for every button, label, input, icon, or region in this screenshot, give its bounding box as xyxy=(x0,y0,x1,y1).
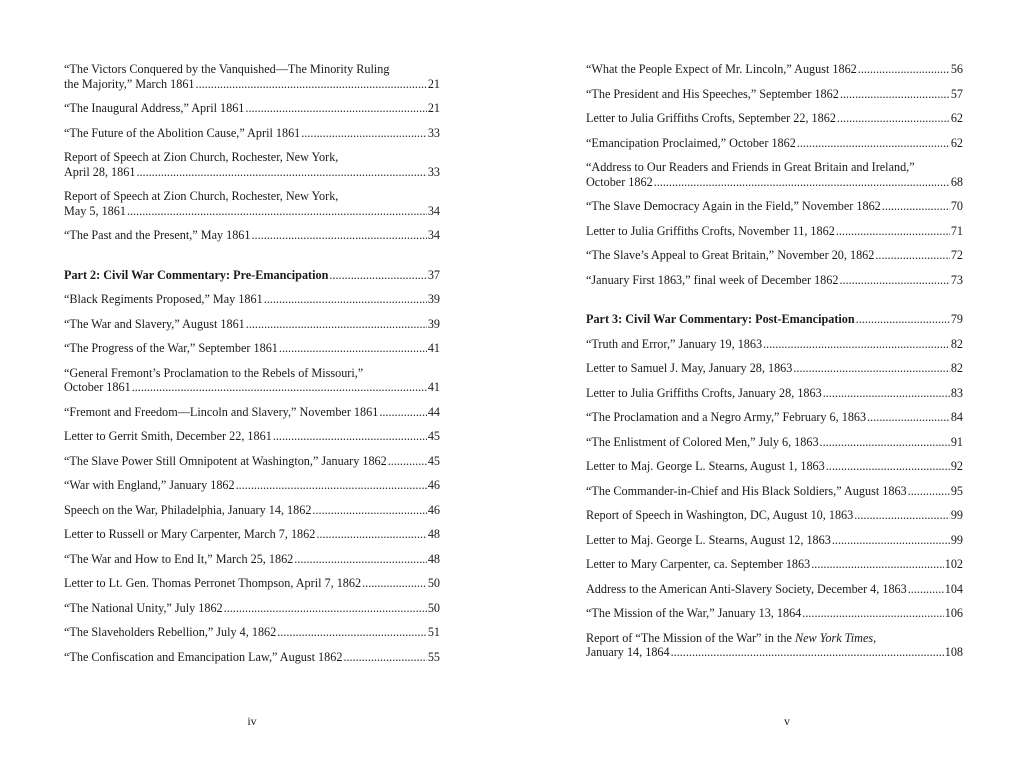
right-page xyxy=(512,0,1024,768)
toc-entry-line xyxy=(64,292,440,307)
toc-entry-title: “The Inaugural Address,” April 1861 xyxy=(64,101,245,115)
toc-entry-title: Letter to Maj. George L. Stearns, August 1, 1863 xyxy=(586,459,825,473)
toc-entry xyxy=(64,576,440,591)
toc-entry-text: Report of Speech at Zion Church, Rochester, New York, xyxy=(64,189,339,203)
dot-leader xyxy=(224,601,427,616)
toc-page-number: 73 xyxy=(950,272,963,287)
toc-entry-line xyxy=(64,228,440,243)
dot-leader xyxy=(671,645,944,660)
toc-entry-line xyxy=(64,454,440,469)
dot-leader xyxy=(858,62,950,77)
toc-page-number: 91 xyxy=(950,434,963,449)
toc-entry-line xyxy=(586,459,963,474)
toc-entry xyxy=(586,410,963,425)
toc-entry xyxy=(64,527,440,542)
toc-entry xyxy=(64,189,440,218)
toc-entry xyxy=(586,361,963,376)
dot-leader xyxy=(316,527,426,542)
toc-entry xyxy=(64,405,440,420)
toc-entry xyxy=(586,87,963,102)
dot-leader xyxy=(362,576,427,591)
toc-entry-title: Part 2: Civil War Commentary: Pre-Emancipation xyxy=(64,267,329,282)
toc-entry-title: “The President and His Speeches,” September 1862 xyxy=(586,86,839,101)
toc-entry-line xyxy=(586,62,963,77)
toc-entry-line xyxy=(586,386,963,401)
toc-entry-line xyxy=(64,478,440,493)
page-number-right: v xyxy=(784,714,790,728)
toc-page-number: 44 xyxy=(427,404,440,419)
toc-entry-line xyxy=(64,380,440,395)
toc-page-number: 50 xyxy=(427,576,440,590)
toc-entry-title: April 28, 1861 xyxy=(64,164,136,179)
toc-entry-line xyxy=(64,552,440,567)
toc-entry-title: May 5, 1861 xyxy=(64,203,126,218)
toc-entry-title: Letter to Maj. George L. Stearns, August 12, 1863 xyxy=(586,532,831,547)
dot-leader xyxy=(811,557,944,572)
toc-entry-title: Letter to Russell or Mary Carpenter, March 7, 1862 xyxy=(64,527,316,541)
toc-entry-line xyxy=(64,317,440,332)
toc-entry-line xyxy=(64,625,440,640)
toc-page-number: 71 xyxy=(950,223,963,238)
toc-page-number: 62 xyxy=(950,111,963,125)
toc-entry-text: Report of “The Mission of the War” in the xyxy=(586,630,795,645)
toc-entry-title: Part 3: Civil War Commentary: Post-Emancipation xyxy=(586,312,855,326)
toc-entry-title: “The Slave Power Still Omnipotent at Washington,” January 1862 xyxy=(64,453,387,468)
toc-entry-line xyxy=(64,77,440,92)
toc-entry-line xyxy=(64,268,440,283)
toc-entry xyxy=(64,292,440,307)
dot-leader xyxy=(793,361,949,376)
toc-entry-line xyxy=(64,189,440,204)
toc-entry-line xyxy=(586,199,963,214)
toc-entry-line xyxy=(586,361,963,376)
dot-leader xyxy=(823,386,950,401)
toc-entry xyxy=(586,533,963,548)
toc-entry-title: October 1861 xyxy=(64,380,131,394)
toc-entry xyxy=(586,508,963,523)
toc-entry xyxy=(586,224,963,239)
toc-entry xyxy=(64,625,440,640)
toc-entry xyxy=(64,478,440,493)
dot-leader xyxy=(867,410,950,425)
toc-page-number: 79 xyxy=(950,312,963,326)
dot-leader xyxy=(236,478,427,493)
toc-page-number: 84 xyxy=(950,410,963,424)
toc-entry-title: “The Progress of the War,” September 1861 xyxy=(64,341,278,355)
toc-entry-line xyxy=(586,111,963,126)
dot-leader xyxy=(836,224,950,239)
toc-entry-line xyxy=(586,87,963,102)
toc-entry-line xyxy=(586,160,963,175)
toc-entry-line xyxy=(586,175,963,190)
dot-leader xyxy=(388,454,427,469)
toc-entry-title: Letter to Lt. Gen. Thomas Perronet Thompson, April 7, 1862 xyxy=(64,576,362,590)
toc-page-number: 48 xyxy=(427,527,440,541)
toc-entry-line xyxy=(586,435,963,450)
toc-page-number: 72 xyxy=(950,248,963,262)
toc-entry-title: “Fremont and Freedom—Lincoln and Slavery,” November 1861 xyxy=(64,404,379,419)
dot-leader xyxy=(826,459,950,474)
toc-entry xyxy=(64,101,440,116)
dot-leader xyxy=(856,312,950,327)
toc-page-number: 57 xyxy=(950,86,963,101)
toc-part-heading xyxy=(586,312,963,327)
toc-page-number: 41 xyxy=(427,380,440,394)
toc-entry-line xyxy=(586,508,963,523)
toc-page-number: 108 xyxy=(944,645,963,659)
toc-entry xyxy=(586,606,963,621)
toc-entry-title: “The Mission of the War,” January 13, 1864 xyxy=(586,606,802,620)
dot-leader xyxy=(802,606,943,621)
toc-entry-title: Letter to Mary Carpenter, ca. September 1863 xyxy=(586,557,811,571)
toc-page-number: 41 xyxy=(427,341,440,355)
dot-leader xyxy=(832,533,950,548)
toc-entry xyxy=(586,459,963,474)
toc-entry-title: “The War and Slavery,” August 1861 xyxy=(64,316,245,331)
toc-entry-line xyxy=(64,527,440,542)
toc-entry xyxy=(64,601,440,616)
toc-page-number: 83 xyxy=(950,385,963,400)
toc-page-number: 45 xyxy=(427,429,440,443)
toc-page-number: 21 xyxy=(427,101,440,115)
toc-entry-title: October 1862 xyxy=(586,174,653,189)
toc-entry-title: January 14, 1864 xyxy=(586,645,670,659)
toc-page-number: 62 xyxy=(950,135,963,150)
toc-entry-text: “Address to Our Readers and Friends in Great Britain and Ireland,” xyxy=(586,160,915,174)
toc-page-number: 70 xyxy=(950,199,963,213)
toc-page-number: 55 xyxy=(427,649,440,664)
toc-page-number: 34 xyxy=(427,203,440,218)
dot-leader xyxy=(654,175,950,190)
dot-leader xyxy=(379,405,427,420)
toc-entry-italic-title: New York Times, xyxy=(794,630,877,645)
toc-entry-title: “War with England,” January 1862 xyxy=(64,478,235,492)
toc-entry xyxy=(586,386,963,401)
dot-leader xyxy=(839,273,949,288)
toc-entry-title: Letter to Julia Griffiths Crofts, September 22, 1862 xyxy=(586,111,836,125)
toc-page-number: 106 xyxy=(944,606,963,620)
toc-entry-line xyxy=(64,165,440,180)
toc-page-number: 99 xyxy=(950,532,963,547)
dot-leader xyxy=(854,508,950,523)
toc-entry xyxy=(586,435,963,450)
toc-page-number: 39 xyxy=(427,292,440,306)
toc-entry xyxy=(64,650,440,665)
toc-entry xyxy=(64,366,440,395)
toc-page-number: 82 xyxy=(950,361,963,375)
toc-entry-title: “The Past and the Present,” May 1861 xyxy=(64,228,251,242)
toc-entry-title: “The Future of the Abolition Cause,” April 1861 xyxy=(64,125,301,140)
toc-entry-line xyxy=(586,582,963,597)
toc-page-number: 82 xyxy=(950,336,963,351)
toc-entry-title: “What the People Expect of Mr. Lincoln,” August 1862 xyxy=(586,62,857,76)
toc-entry-line xyxy=(586,248,963,263)
toc-entry xyxy=(64,62,440,91)
toc-entry-line xyxy=(64,341,440,356)
toc-entry xyxy=(64,228,440,243)
dot-leader xyxy=(136,165,426,180)
dot-leader xyxy=(908,484,950,499)
dot-leader xyxy=(820,435,950,450)
toc-entry-title: Letter to Julia Griffiths Crofts, November 11, 1862 xyxy=(586,223,835,238)
toc-page-number: 95 xyxy=(950,483,963,498)
dot-leader xyxy=(132,380,427,395)
toc-page-number: 56 xyxy=(950,62,963,76)
toc-entry-line xyxy=(64,366,440,381)
toc-entry xyxy=(586,337,963,352)
toc-entry-line xyxy=(64,204,440,219)
dot-leader xyxy=(273,429,427,444)
dot-leader xyxy=(797,136,950,151)
toc-entry-text: “The Victors Conquered by the Vanquished—The Minority Ruling xyxy=(64,62,390,76)
dot-leader xyxy=(252,228,427,243)
toc-page-number: 104 xyxy=(944,581,963,596)
toc-page-number: 39 xyxy=(427,316,440,331)
toc-entry xyxy=(64,429,440,444)
toc-entry-line xyxy=(64,126,440,141)
toc-entry-line xyxy=(64,101,440,116)
toc-entry xyxy=(586,557,963,572)
toc-page-number: 21 xyxy=(427,76,440,91)
toc-page-number: 37 xyxy=(427,267,440,282)
toc-page-number: 99 xyxy=(950,508,963,522)
table-of-contents-left xyxy=(64,62,440,674)
toc-page-number: 50 xyxy=(427,600,440,615)
dot-leader xyxy=(312,503,426,518)
toc-entry-line xyxy=(586,533,963,548)
toc-entry-title: Speech on the War, Philadelphia, January 14, 1862 xyxy=(64,502,312,517)
toc-entry-line xyxy=(586,312,963,327)
toc-entry xyxy=(586,62,963,77)
toc-entry xyxy=(64,552,440,567)
dot-leader xyxy=(127,204,427,219)
toc-page-number: 51 xyxy=(427,625,440,639)
toc-entry-title: “Black Regiments Proposed,” May 1861 xyxy=(64,292,263,306)
dot-leader xyxy=(329,268,426,283)
toc-page-number: 33 xyxy=(427,164,440,179)
toc-page-number: 48 xyxy=(427,551,440,566)
toc-entry-title: “The Commander-in-Chief and His Black Soldiers,” August 1863 xyxy=(586,483,907,498)
toc-entry-line xyxy=(64,650,440,665)
toc-entry xyxy=(586,111,963,126)
toc-entry-title: Letter to Gerrit Smith, December 22, 1861 xyxy=(64,429,272,443)
toc-entry xyxy=(64,126,440,141)
toc-entry xyxy=(586,199,963,214)
toc-entry xyxy=(64,454,440,469)
toc-entry-title: “The Enlistment of Colored Men,” July 6, 1863 xyxy=(586,434,819,449)
toc-page-number: 46 xyxy=(427,478,440,492)
dot-leader xyxy=(882,199,950,214)
toc-entry-line xyxy=(586,631,963,646)
toc-entry-line xyxy=(64,429,440,444)
toc-page-number: 68 xyxy=(950,174,963,189)
dot-leader xyxy=(277,625,427,640)
toc-entry xyxy=(586,248,963,263)
dot-leader xyxy=(908,582,944,597)
toc-entry xyxy=(64,150,440,179)
toc-entry-title: “The Confiscation and Emancipation Law,” August 1862 xyxy=(64,649,343,664)
toc-entry-title: “The Slaveholders Rebellion,” July 4, 1862 xyxy=(64,625,277,639)
toc-entry-line xyxy=(64,150,440,165)
toc-entry-title: “Emancipation Proclaimed,” October 1862 xyxy=(586,135,796,150)
table-of-contents-right xyxy=(586,62,963,670)
toc-page-number: 46 xyxy=(427,502,440,517)
toc-entry-title: “The Slave Democracy Again in the Field,” November 1862 xyxy=(586,199,881,213)
page-number-left: iv xyxy=(247,714,257,728)
toc-entry-title: “The Slave’s Appeal to Great Britain,” November 20, 1862 xyxy=(586,248,875,262)
dot-leader xyxy=(196,77,427,92)
toc-page-number: 92 xyxy=(950,459,963,473)
toc-entry-line xyxy=(586,484,963,499)
toc-entry-line xyxy=(64,405,440,420)
toc-entry-line xyxy=(586,136,963,151)
toc-entry-title: “The Proclamation and a Negro Army,” February 6, 1863 xyxy=(586,410,867,424)
toc-entry xyxy=(64,341,440,356)
toc-page-number: 45 xyxy=(427,453,440,468)
toc-entry-title: Address to the American Anti-Slavery Society, December 4, 1863 xyxy=(586,581,907,596)
toc-entry xyxy=(586,160,963,189)
dot-leader xyxy=(264,292,427,307)
toc-page-number: 33 xyxy=(427,125,440,140)
toc-entry xyxy=(64,503,440,518)
toc-entry-title: “Truth and Error,” January 19, 1863 xyxy=(586,336,763,351)
toc-entry-line xyxy=(586,224,963,239)
toc-page-number: 102 xyxy=(944,557,963,571)
toc-entry-line xyxy=(64,601,440,616)
toc-entry xyxy=(586,273,963,288)
toc-entry-line xyxy=(64,576,440,591)
dot-leader xyxy=(875,248,949,263)
toc-entry-line xyxy=(586,606,963,621)
dot-leader xyxy=(245,101,426,116)
toc-entry-line xyxy=(586,410,963,425)
toc-entry-title: “The War and How to End It,” March 25, 1862 xyxy=(64,551,294,566)
toc-entry-line xyxy=(64,503,440,518)
toc-entry-text: “General Fremont’s Proclamation to the Rebels of Missouri,” xyxy=(64,365,364,380)
toc-entry-line xyxy=(586,645,963,660)
toc-entry xyxy=(586,582,963,597)
dot-leader xyxy=(763,337,950,352)
toc-entry-line xyxy=(64,62,440,77)
dot-leader xyxy=(294,552,427,567)
toc-entry-line xyxy=(586,337,963,352)
toc-part-heading xyxy=(64,268,440,283)
dot-leader xyxy=(840,87,950,102)
toc-entry xyxy=(586,136,963,151)
toc-entry-title: Letter to Samuel J. May, January 28, 1863 xyxy=(586,361,793,375)
dot-leader xyxy=(343,650,426,665)
toc-entry xyxy=(586,631,963,660)
toc-entry-title: “The National Unity,” July 1862 xyxy=(64,600,223,615)
toc-entry-line xyxy=(586,273,963,288)
toc-entry-title: the Majority,” March 1861 xyxy=(64,76,195,91)
toc-entry-title: Letter to Julia Griffiths Crofts, January 28, 1863 xyxy=(586,385,822,400)
toc-entry-line xyxy=(586,557,963,572)
toc-entry xyxy=(586,484,963,499)
toc-entry-title: “January First 1863,” final week of December 1862 xyxy=(586,272,839,287)
dot-leader xyxy=(301,126,427,141)
toc-entry-text: Report of Speech at Zion Church, Rochester, New York, xyxy=(64,150,339,164)
toc-page-number: 34 xyxy=(427,228,440,242)
toc-entry-title: Report of Speech in Washington, DC, August 10, 1863 xyxy=(586,508,854,522)
toc-entry xyxy=(64,317,440,332)
dot-leader xyxy=(246,317,427,332)
dot-leader xyxy=(279,341,427,356)
dot-leader xyxy=(837,111,950,126)
